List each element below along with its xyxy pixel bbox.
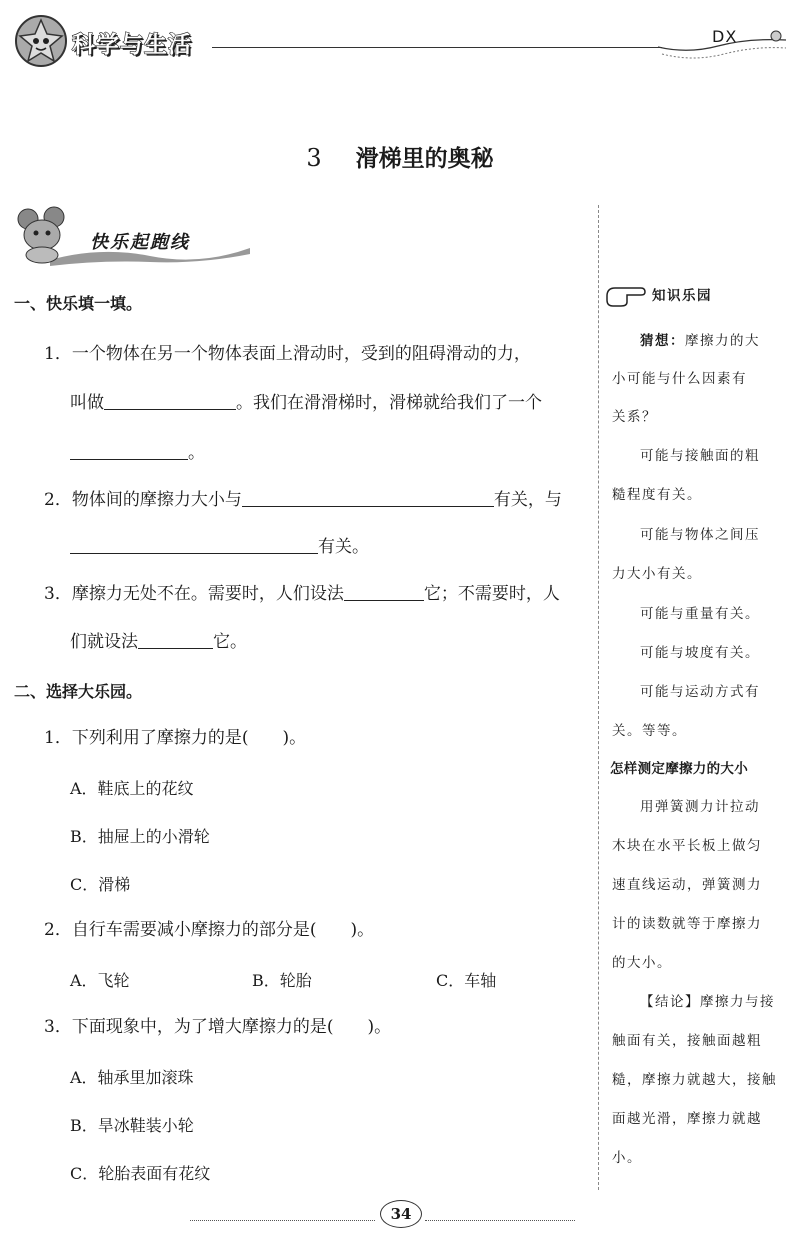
choice-q2-stem: 2．自行车需要减小摩擦力的部分是( )。 [44,920,375,940]
sidebar-line: 可能与物体之间压 [640,527,760,543]
choice-q2-option-c[interactable]: C．车轴 [436,971,497,990]
lesson-title-text: 滑梯里的奥秘 [355,145,494,172]
footer-rule-right [425,1220,575,1221]
sidebar-line: 摩擦力的大 [685,333,760,349]
choice-q3-stem: 3．下面现象中，为了增大摩擦力的是( )。 [44,1017,392,1037]
lesson-number: 3 [306,144,322,172]
q2-answer-blank-2[interactable] [70,537,318,554]
sidebar-line: 可能与运动方式有 [640,684,760,700]
sidebar-method-line: 用弹簧测力计拉动 [640,799,760,815]
q3-text-c: 们就设法 [70,632,138,652]
q2-text-a: 2．物体间的摩擦力大小与 [44,490,242,510]
q1-answer-blank-2[interactable] [70,443,188,460]
sidebar-line: 关系？ [612,409,657,425]
q3-answer-blank-2[interactable] [138,632,213,649]
footer-rule-left [190,1220,375,1221]
sidebar-conclusion-line: 面越光滑，摩擦力就越 [612,1111,762,1127]
star-mascot-logo-icon [12,12,70,70]
sidebar-line: 可能与接触面的粗 [640,448,760,464]
sidebar-method-line: 的大小。 [612,955,672,971]
sidebar-subheading: 怎样测定摩擦力的大小 [610,761,748,777]
choice-q2-option-a[interactable]: A．飞轮 [70,971,130,990]
sidebar-method-line: 计的读数就等于摩擦力 [612,916,762,932]
q1-line-2 [70,393,542,413]
sidebar-line: 糙程度有关。 [612,487,702,503]
header-rule [212,47,662,48]
choice-q2-option-b[interactable]: B．轮胎 [252,971,312,990]
q3-line-2 [70,632,247,652]
q3-text-d: 它。 [213,632,247,652]
q3-answer-blank-1[interactable] [344,584,424,601]
q3-text-a: 3．摩擦力无处不在。需要时，人们设法 [44,584,344,604]
sidebar-conclusion-line: 触面有关，接触面越粗 [612,1033,762,1049]
sidebar-guess-label: 猜想： [640,333,685,349]
sidebar-guess [640,332,760,350]
sidebar-conclusion-line: 小。 [612,1150,642,1166]
header-code: DX [712,27,738,46]
lesson-title [0,140,800,173]
sidebar-line: 可能与重量有关。 [640,606,760,622]
choice-q3-option-a[interactable]: A．轴承里加滚珠 [70,1068,194,1087]
mouse-mascot-icon [12,205,82,265]
page-number: 34 [380,1200,422,1228]
q3-line-1 [44,584,560,604]
q2-line-2 [70,537,369,557]
sidebar-conclusion-line: 糙，摩擦力就越大，接触 [612,1072,777,1088]
q1-line-1: 1．一个物体在另一个物体表面上滑动时，受到的阻碍滑动的力， [44,344,531,364]
banner-title: 快乐起跑线 [90,232,190,253]
pointing-hand-icon [603,282,647,308]
q2-line-1 [44,490,562,510]
column-divider [598,205,599,1190]
sidebar-line: 力大小有关。 [612,566,702,582]
q1-text-a: 叫做 [70,393,104,413]
sidebar-heading: 知识乐园 [652,288,712,304]
sidebar-method-line: 木块在水平长板上做匀 [612,838,762,854]
sidebar-line: 小可能与什么因素有 [612,371,747,387]
choice-q3-option-c[interactable]: C．轮胎表面有花纹 [70,1164,211,1183]
choice-q1-option-b[interactable]: B．抽屉上的小滑轮 [70,827,210,846]
choice-q1-stem: 1．下列利用了摩擦力的是( )。 [44,728,307,748]
q3-text-b: 它；不需要时，人 [423,584,560,604]
q2-text-c: 有关。 [318,537,369,557]
q1-text-c: 。 [188,443,205,463]
choice-q1-option-a[interactable]: A．鞋底上的花纹 [70,779,194,798]
q2-answer-blank-1[interactable] [242,490,494,507]
q2-text-b: 有关，与 [493,490,562,510]
sidebar-line: 关。等等。 [612,723,687,739]
section-2-heading: 二、选择大乐园。 [14,682,143,701]
choice-q1-option-c[interactable]: C．滑梯 [70,875,131,894]
q1-answer-blank-1[interactable] [104,393,236,410]
sidebar-line: 可能与坡度有关。 [640,645,760,661]
sidebar-conclusion-line: 【结论】摩擦力与接 [640,994,775,1010]
q1-line-3 [70,443,205,463]
section-1-heading: 一、快乐填一填。 [14,294,143,313]
q1-text-b: 。我们在滑滑梯时，滑梯就给我们了一个 [236,393,542,413]
header-brand: 科学与生活 [72,32,192,58]
sidebar-method-line: 速直线运动，弹簧测力 [612,877,762,893]
choice-q3-option-b[interactable]: B．旱冰鞋装小轮 [70,1116,194,1135]
